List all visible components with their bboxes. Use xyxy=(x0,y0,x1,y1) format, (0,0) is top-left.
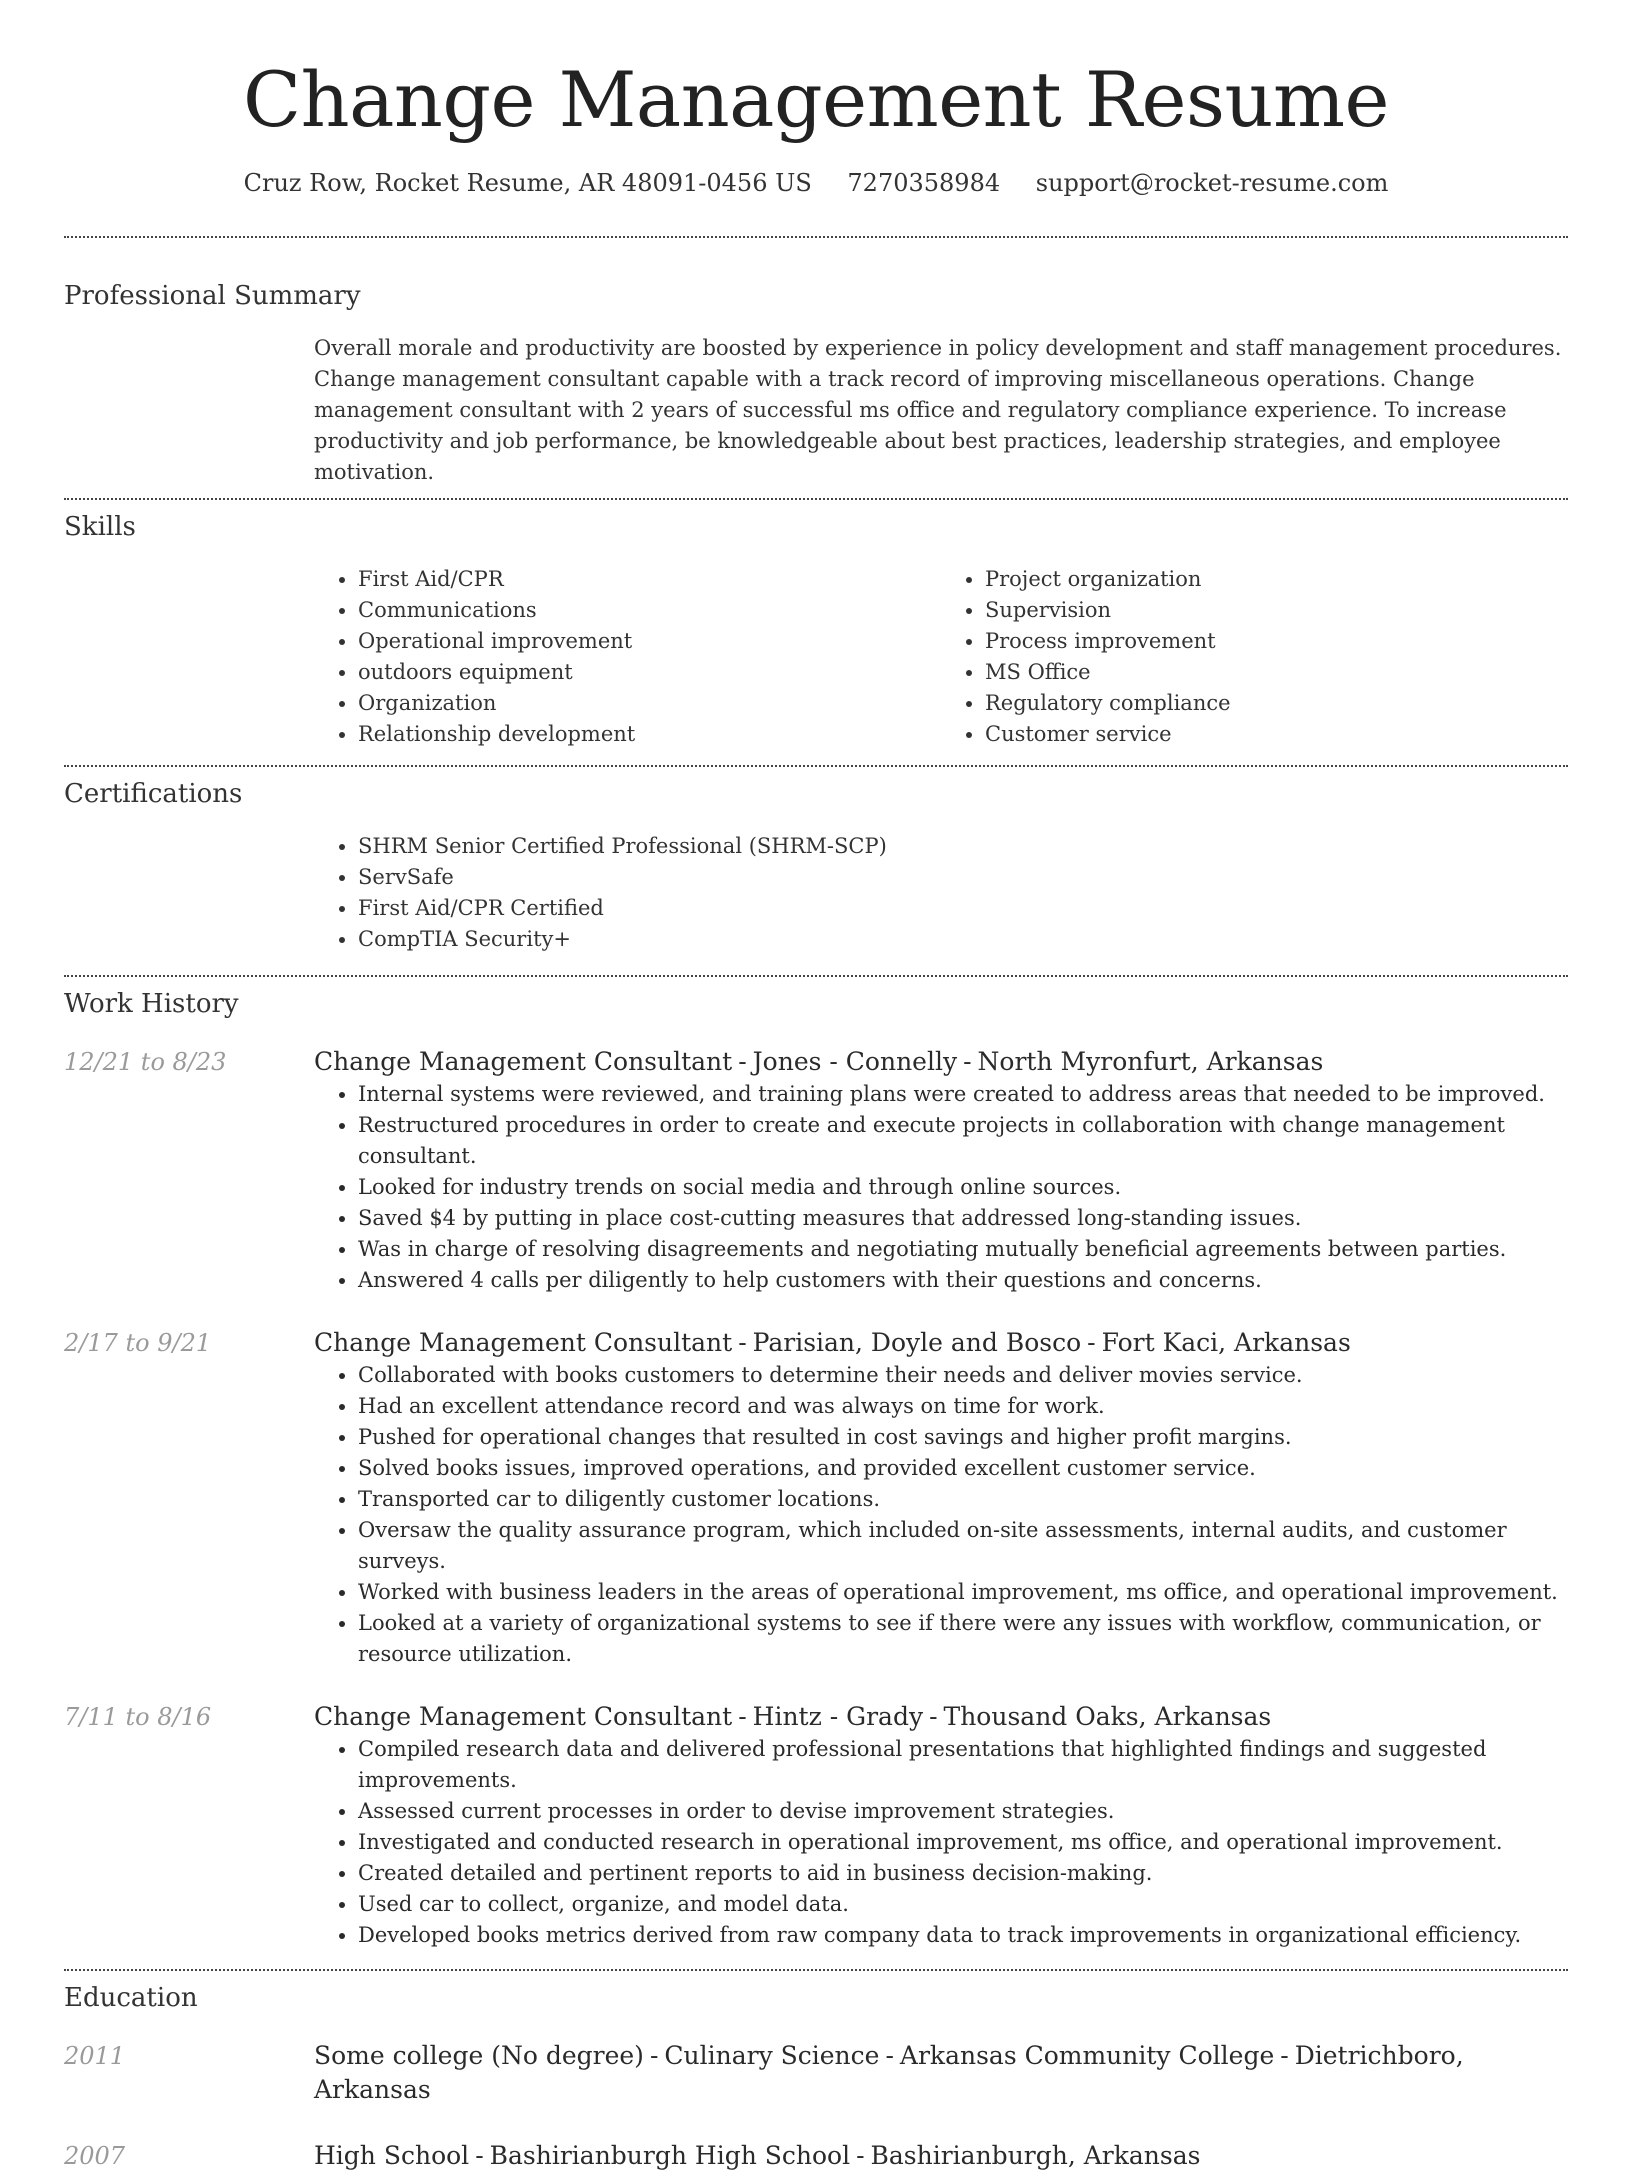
education-location: Bashirianburgh, Arkansas xyxy=(870,2141,1201,2170)
job-bullet: • Investigated and conducted research in operational improvement, ms office, and operational improvement. xyxy=(358,1827,1568,1858)
job-bullets xyxy=(314,1360,1568,1670)
education-heading: Some college (No degree) - Culinary Science - Arkansas Community College - Dietrichboro, Arkansas xyxy=(314,2041,1464,2104)
certifications-list xyxy=(314,831,1568,955)
job-bullet: • Created detailed and pertinent reports to aid in business decision-making. xyxy=(358,1858,1568,1889)
education-date: 2011 xyxy=(64,2042,126,2070)
job-bullet: • Oversaw the quality assurance program, which included on-site assessments, internal audits, and customer surveys. xyxy=(358,1515,1568,1577)
education-entry xyxy=(64,2139,1568,2173)
education-body xyxy=(314,2139,1568,2173)
job-bullet: • Collaborated with books customers to determine their needs and deliver movies service. xyxy=(358,1360,1568,1391)
job-bullet: • Used car to collect, organize, and model data. xyxy=(358,1889,1568,1920)
job-bullet: • Pushed for operational changes that resulted in cost savings and higher profit margins. xyxy=(358,1422,1568,1453)
job-bullet: • Developed books metrics derived from raw company data to track improvements in organizational efficiency. xyxy=(358,1920,1568,1951)
skill-item: • Organization xyxy=(358,688,941,719)
skill-item: • Relationship development xyxy=(358,719,941,750)
skill-item: • Project organization xyxy=(985,564,1568,595)
certifications-title: Certifications xyxy=(64,779,243,809)
education-date: 2007 xyxy=(64,2142,126,2170)
job-body xyxy=(314,1045,1568,1296)
skill-item: • Regulatory compliance xyxy=(985,688,1568,719)
job-bullet: • Looked at a variety of organizational systems to see if there were any issues with workflow, communication, or resource utilization. xyxy=(358,1608,1568,1670)
job-entry xyxy=(64,1326,1568,1670)
education-heading: High School - Bashirianburgh High School - Bashirianburgh, Arkansas xyxy=(314,2141,1201,2170)
education-school: Bashirianburgh High School xyxy=(489,2141,851,2170)
job-location: Fort Kaci, Arkansas xyxy=(1101,1328,1351,1357)
education-field: Culinary Science xyxy=(664,2041,880,2070)
job-company: Hintz - Grady xyxy=(752,1702,924,1731)
job-date: 7/11 to 8/16 xyxy=(64,1703,212,1731)
job-bullet: • Was in charge of resolving disagreements and negotiating mutually beneficial agreements between parties. xyxy=(358,1234,1568,1265)
summary-section xyxy=(64,279,1568,488)
job-body xyxy=(314,1326,1568,1670)
job-date: 2/17 to 9/21 xyxy=(64,1329,212,1357)
job-heading: Change Management Consultant - Hintz - Grady - Thousand Oaks, Arkansas xyxy=(314,1702,1272,1731)
job-entry xyxy=(64,1700,1568,1951)
certifications-section xyxy=(64,777,1568,955)
job-bullets xyxy=(314,1079,1568,1296)
work-history-title: Work History xyxy=(64,989,239,1019)
job-role: Change Management Consultant xyxy=(314,1047,733,1076)
divider xyxy=(64,765,1568,767)
job-bullet: • Worked with business leaders in the areas of operational improvement, ms office, and operational improvement. xyxy=(358,1577,1568,1608)
education-degree: High School xyxy=(314,2141,470,2170)
contact-line xyxy=(64,166,1568,200)
skill-item: • Process improvement xyxy=(985,626,1568,657)
job-role: Change Management Consultant xyxy=(314,1702,733,1731)
skills-title: Skills xyxy=(64,512,136,542)
job-body xyxy=(314,1700,1568,1951)
job-bullet: • Internal systems were reviewed, and training plans were created to address areas that needed to be improved. xyxy=(358,1079,1568,1110)
resume-page xyxy=(64,0,1568,2173)
job-company: Parisian, Doyle and Bosco xyxy=(752,1328,1082,1357)
job-location: Thousand Oaks, Arkansas xyxy=(943,1702,1272,1731)
certification-item: • ServSafe xyxy=(358,862,1568,893)
certification-item: • First Aid/CPR Certified xyxy=(358,893,1568,924)
skill-item: • Supervision xyxy=(985,595,1568,626)
education-location: Dietrichboro, Arkansas xyxy=(314,2041,1464,2104)
skills-section xyxy=(64,510,1568,750)
certification-item: • SHRM Senior Certified Professional (SHRM-SCP) xyxy=(358,831,1568,862)
job-bullet: • Answered 4 calls per diligently to help customers with their questions and concerns. xyxy=(358,1265,1568,1296)
divider xyxy=(64,236,1568,238)
job-date: 12/21 to 8/23 xyxy=(64,1048,227,1076)
resume-title: Change Management Resume xyxy=(242,55,1390,144)
education-body xyxy=(314,2039,1568,2107)
job-bullet: • Compiled research data and delivered professional presentations that highlighted findings and suggested improvements. xyxy=(358,1734,1568,1796)
job-entry xyxy=(64,1045,1568,1296)
divider xyxy=(64,498,1568,500)
skills-grid xyxy=(314,564,1568,750)
job-location: North Myronfurt, Arkansas xyxy=(977,1047,1324,1076)
job-bullet: • Solved books issues, improved operations, and provided excellent customer service. xyxy=(358,1453,1568,1484)
divider xyxy=(64,975,1568,977)
job-bullet: • Had an excellent attendance record and was always on time for work. xyxy=(358,1391,1568,1422)
job-heading: Change Management Consultant - Parisian, Doyle and Bosco - Fort Kaci, Arkansas xyxy=(314,1328,1351,1357)
summary-content xyxy=(314,333,1568,488)
certifications-content xyxy=(314,831,1568,955)
education-school: Arkansas Community College xyxy=(899,2041,1275,2070)
job-bullet: • Restructured procedures in order to create and execute projects in collaboration with change management consultant. xyxy=(358,1110,1568,1172)
contact-address: Cruz Row, Rocket Resume, AR 48091-0456 US xyxy=(243,169,812,197)
education-entry xyxy=(64,2039,1568,2107)
certification-item: • CompTIA Security+ xyxy=(358,924,1568,955)
contact-phone: 7270358984 xyxy=(847,169,1001,197)
skills-list-right xyxy=(941,564,1568,750)
summary-text: Overall morale and productivity are boosted by experience in policy development and staff management procedures. Change management consultant capable with a track record of improving miscellaneous operations. Change management consultant with 2 years of successful ms office and regulatory compliance experience. To increase productivity and job performance, be knowledgeable about best practices, leadership strategies, and employee motivation. xyxy=(314,336,1562,484)
skill-item: • Communications xyxy=(358,595,941,626)
skill-item: • MS Office xyxy=(985,657,1568,688)
education-title: Education xyxy=(64,1983,198,2013)
summary-title: Professional Summary xyxy=(64,281,361,311)
skill-item: • First Aid/CPR xyxy=(358,564,941,595)
job-role: Change Management Consultant xyxy=(314,1328,733,1357)
skill-item: • outdoors equipment xyxy=(358,657,941,688)
job-bullets xyxy=(314,1734,1568,1951)
divider xyxy=(64,1969,1568,1971)
job-company: Jones - Connelly xyxy=(752,1047,958,1076)
job-bullet: • Saved $4 by putting in place cost-cutting measures that addressed long-standing issues. xyxy=(358,1203,1568,1234)
education-degree: Some college (No degree) xyxy=(314,2041,644,2070)
job-bullet: • Transported car to diligently customer locations. xyxy=(358,1484,1568,1515)
work-history-section xyxy=(64,987,1568,1951)
skill-item: • Customer service xyxy=(985,719,1568,750)
job-bullet: • Looked for industry trends on social media and through online sources. xyxy=(358,1172,1568,1203)
contact-email: support@rocket-resume.com xyxy=(1035,169,1389,197)
education-section xyxy=(64,1981,1568,2173)
skills-list-left xyxy=(314,564,941,750)
job-bullet: • Assessed current processes in order to devise improvement strategies. xyxy=(358,1796,1568,1827)
job-heading: Change Management Consultant - Jones - Connelly - North Myronfurt, Arkansas xyxy=(314,1047,1324,1076)
skill-item: • Operational improvement xyxy=(358,626,941,657)
